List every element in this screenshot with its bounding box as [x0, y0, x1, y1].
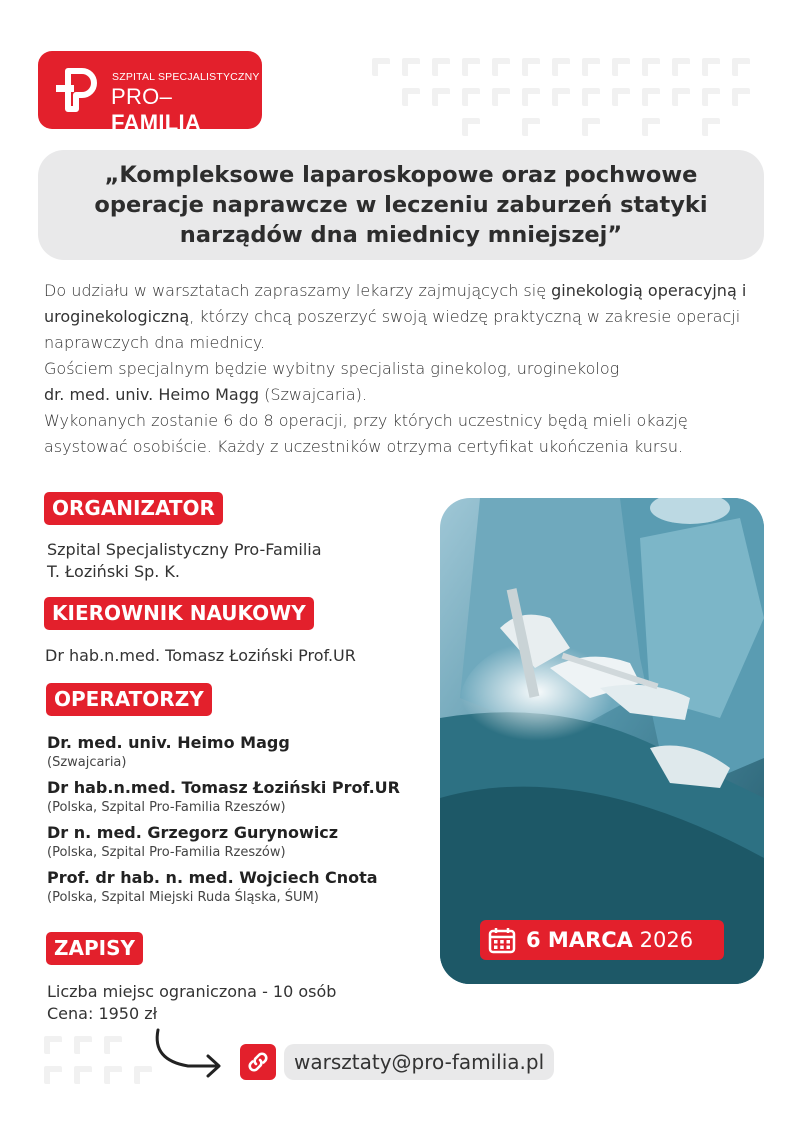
event-date: 6 MARCA: [526, 928, 633, 952]
intro-paragraph-4: Wykonanych zostanie 6 do 8 operacji, przy których uczestnicy będą mieli okazję asystować osobiście. Każdy z uczestników otrzyma certyfikat ukończenia kursu.: [44, 411, 688, 456]
operator-affiliation: (Polska, Szpital Miejski Ruda Śląska, ŚUM): [47, 890, 319, 905]
logo-title: PRO–FAMILIA: [111, 84, 202, 135]
operators-list: [47, 732, 437, 912]
signup-info: [47, 981, 336, 1025]
arrow-icon: [148, 1026, 228, 1082]
email-address-link[interactable]: warsztaty@pro-familia.pl: [284, 1044, 554, 1080]
surgery-photo: [440, 498, 764, 984]
page-title: „Kompleksowe laparoskopowe oraz pochwowe operacje naprawcze w leczeniu zaburzeń statyki narządów dna miednicy mniejszej”: [94, 162, 708, 248]
pro-familia-logo-icon: [54, 65, 104, 115]
signup-label: ZAPISY: [46, 932, 143, 965]
operator-name: Dr n. med. Grzegorz Gurynowicz: [47, 823, 339, 842]
operator-item: [47, 777, 437, 817]
surgery-illustration: [440, 498, 764, 984]
operator-name: Prof. dr hab. n. med. Wojciech Cnota: [47, 868, 378, 887]
intro-paragraph-3: dr. med. univ. Heimo Magg (Szwajcaria).: [44, 385, 368, 404]
operator-affiliation: (Polska, Szpital Pro-Familia Rzeszów): [47, 845, 286, 860]
date-badge: [480, 920, 724, 960]
operator-item: [47, 822, 437, 862]
operator-item: [47, 867, 437, 907]
operator-name: Dr. med. univ. Heimo Magg: [47, 733, 290, 752]
operator-name: Dr hab.n.med. Tomasz Łoziński Prof.UR: [47, 778, 400, 797]
intro-paragraph-2: Gościem specjalnym będzie wybitny specjalista ginekolog, uroginekolog: [44, 359, 620, 378]
link-icon: [240, 1044, 276, 1080]
seat-limit: Liczba miejsc ograniczona - 10 osób: [47, 982, 337, 1001]
organizer-name: Szpital Specjalistyczny Pro-Familia: [47, 540, 322, 559]
title-panel: [38, 150, 764, 260]
organizer-company: T. Łoziński Sp. K.: [47, 562, 181, 581]
operator-affiliation: (Polska, Szpital Pro-Familia Rzeszów): [47, 800, 286, 815]
intro-paragraph-1: Do udziału w warsztatach zapraszamy lekarzy zajmujących się ginekologią operacyjną i uroginekologiczną, którzy chcą poszerzyć swoją wiedzę praktyczną w zakresie operacji naprawczych dna miednicy.: [44, 281, 747, 352]
operator-affiliation: (Szwajcaria): [47, 755, 127, 770]
contact-email[interactable]: [240, 1044, 554, 1080]
calendar-icon: [488, 926, 516, 954]
intro-text: [44, 278, 764, 460]
logo-subtitle: SZPITAL SPECJALISTYCZNY: [112, 71, 260, 83]
organizer-label: ORGANIZATOR: [44, 492, 223, 525]
price: Cena: 1950 zł: [47, 1004, 158, 1023]
operators-label: OPERATORZY: [46, 683, 212, 716]
scientific-head-label: KIEROWNIK NAUKOWY: [44, 597, 314, 630]
event-year: 2026: [639, 928, 694, 952]
hospital-logo: [38, 51, 262, 135]
scientific-head-name: Dr hab.n.med. Tomasz Łoziński Prof.UR: [45, 646, 356, 665]
organizer-info: [47, 539, 322, 583]
operator-item: [47, 732, 437, 772]
